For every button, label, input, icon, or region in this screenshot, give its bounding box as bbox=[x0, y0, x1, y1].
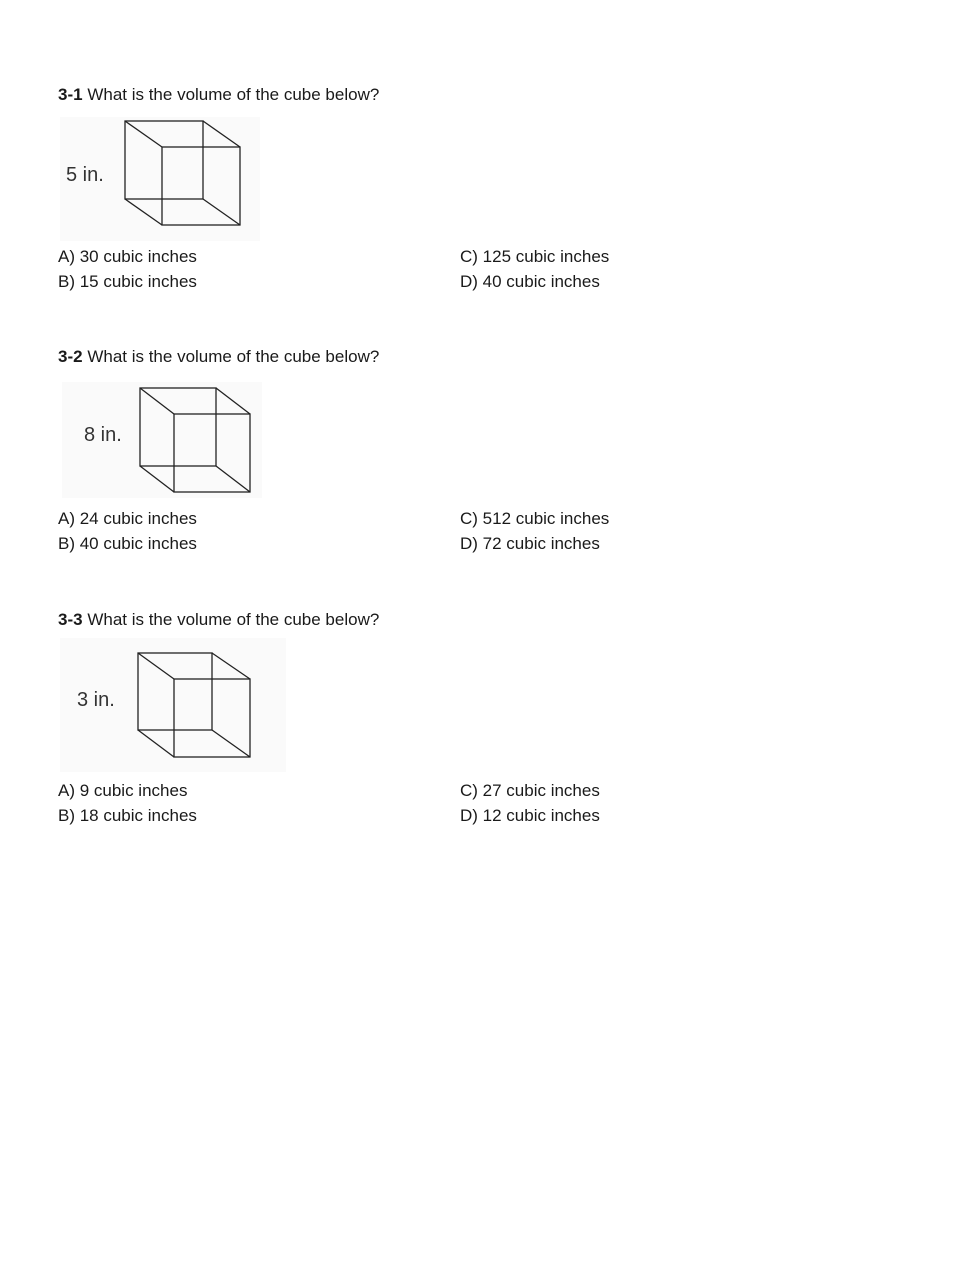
question-number: 3-3 bbox=[58, 610, 83, 629]
side-length-label: 5 in. bbox=[66, 164, 104, 186]
choice-d[interactable]: D) 72 cubic inches bbox=[460, 534, 600, 553]
question-prompt: What is the volume of the cube below? bbox=[87, 85, 380, 104]
choice-a[interactable]: A) 24 cubic inches bbox=[58, 509, 197, 528]
cube-figure bbox=[60, 117, 260, 241]
choice-d[interactable]: D) 12 cubic inches bbox=[460, 806, 600, 825]
choice-b[interactable]: B) 18 cubic inches bbox=[58, 806, 197, 825]
choice-a[interactable]: A) 9 cubic inches bbox=[58, 781, 188, 800]
choice-b[interactable]: B) 40 cubic inches bbox=[58, 534, 197, 553]
cube-icon bbox=[60, 117, 260, 241]
question-prompt: What is the volume of the cube below? bbox=[87, 610, 380, 629]
question-number: 3-2 bbox=[58, 347, 83, 366]
side-length-label: 3 in. bbox=[77, 689, 115, 711]
question-3-1 bbox=[58, 85, 758, 291]
choice-c[interactable]: C) 125 cubic inches bbox=[460, 247, 610, 266]
question-title bbox=[58, 347, 758, 367]
cube-figure bbox=[62, 382, 262, 498]
choice-d[interactable]: D) 40 cubic inches bbox=[460, 272, 600, 291]
side-length-label: 8 in. bbox=[84, 424, 122, 446]
question-prompt: What is the volume of the cube below? bbox=[87, 347, 380, 366]
question-number: 3-1 bbox=[58, 85, 83, 104]
cube-icon bbox=[60, 638, 286, 772]
question-3-2 bbox=[58, 347, 758, 553]
choice-b[interactable]: B) 15 cubic inches bbox=[58, 272, 197, 291]
question-title bbox=[58, 85, 758, 105]
cube-figure bbox=[60, 638, 286, 772]
choice-c[interactable]: C) 512 cubic inches bbox=[460, 509, 610, 528]
question-3-3 bbox=[58, 610, 758, 825]
question-title bbox=[58, 610, 758, 630]
choice-a[interactable]: A) 30 cubic inches bbox=[58, 247, 197, 266]
choice-c[interactable]: C) 27 cubic inches bbox=[460, 781, 600, 800]
cube-icon bbox=[62, 382, 262, 498]
